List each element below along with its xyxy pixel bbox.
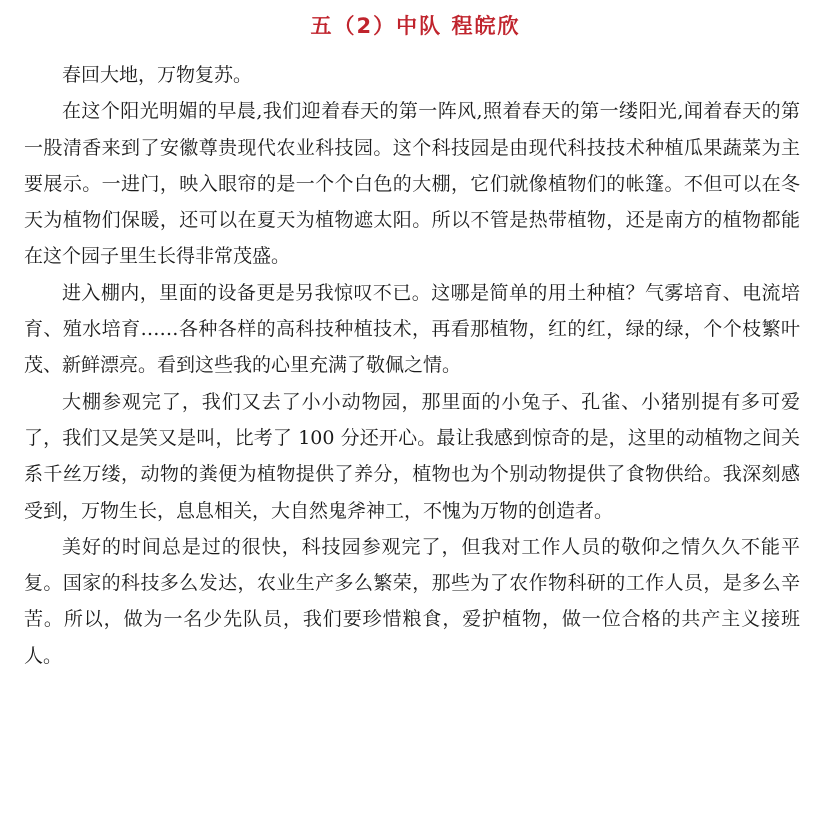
paragraph-3: 进入棚内，里面的设备更是另我惊叹不已。这哪是简单的用土种植？气雾培育、电流培育、殖水培育……各种各样的高科技种植技术，再看那植物，红的红，绿的绿，个个枝繁叶茂、新鲜漂亮。看到这些我的心里充满了敬佩之情。 (24, 281, 800, 377)
paragraph-2: 在这个阳光明媚的早晨,我们迎着春天的第一阵风,照着春天的第一缕阳光,闻着春天的第一股清香来到了安徽尊贵现代农业科技园。这个科技园是由现代科技技术种植瓜果蔬菜为主要展示。一进门，映入眼帘的是一个个白色的大棚，它们就像植物们的帐篷。不但可以在冬天为植物们保暖，还可以在夏天为植物遮太阳。所以不管是热带植物，还是南方的植物都能在这个园子里生长得非常茂盛。 (24, 100, 800, 268)
essay-title: 五（2）中队 程皖欣 (310, 14, 521, 38)
paragraph-4: 大棚参观完了，我们又去了小小动物园，那里面的小兔子、孔雀、小猪别提有多可爱了，我们又是笑又是叫，比考了 100 分还开心。最让我感到惊奇的是，这里的动植物之间关系千丝万缕，动物的粪便为植物提供了养分，植物也为个别动物提供了食物供给。我深刻感受到，万物生长，息息相关，大自然鬼斧神工，不愧为万物的创造者。 (24, 390, 800, 522)
paragraph-1: 春回大地，万物复苏。 (62, 64, 253, 86)
paragraph-5: 美好的时间总是过的很快，科技园参观完了，但我对工作人员的敬仰之情久久不能平复。国家的科技多么发达，农业生产多么繁荣，那些为了农作物科研的工作人员，是多么辛苦。所以，做为一名少先队员，我们要珍惜粮食，爱护植物，做一位合格的共产主义接班人。 (24, 535, 800, 667)
essay-body (24, 57, 800, 674)
